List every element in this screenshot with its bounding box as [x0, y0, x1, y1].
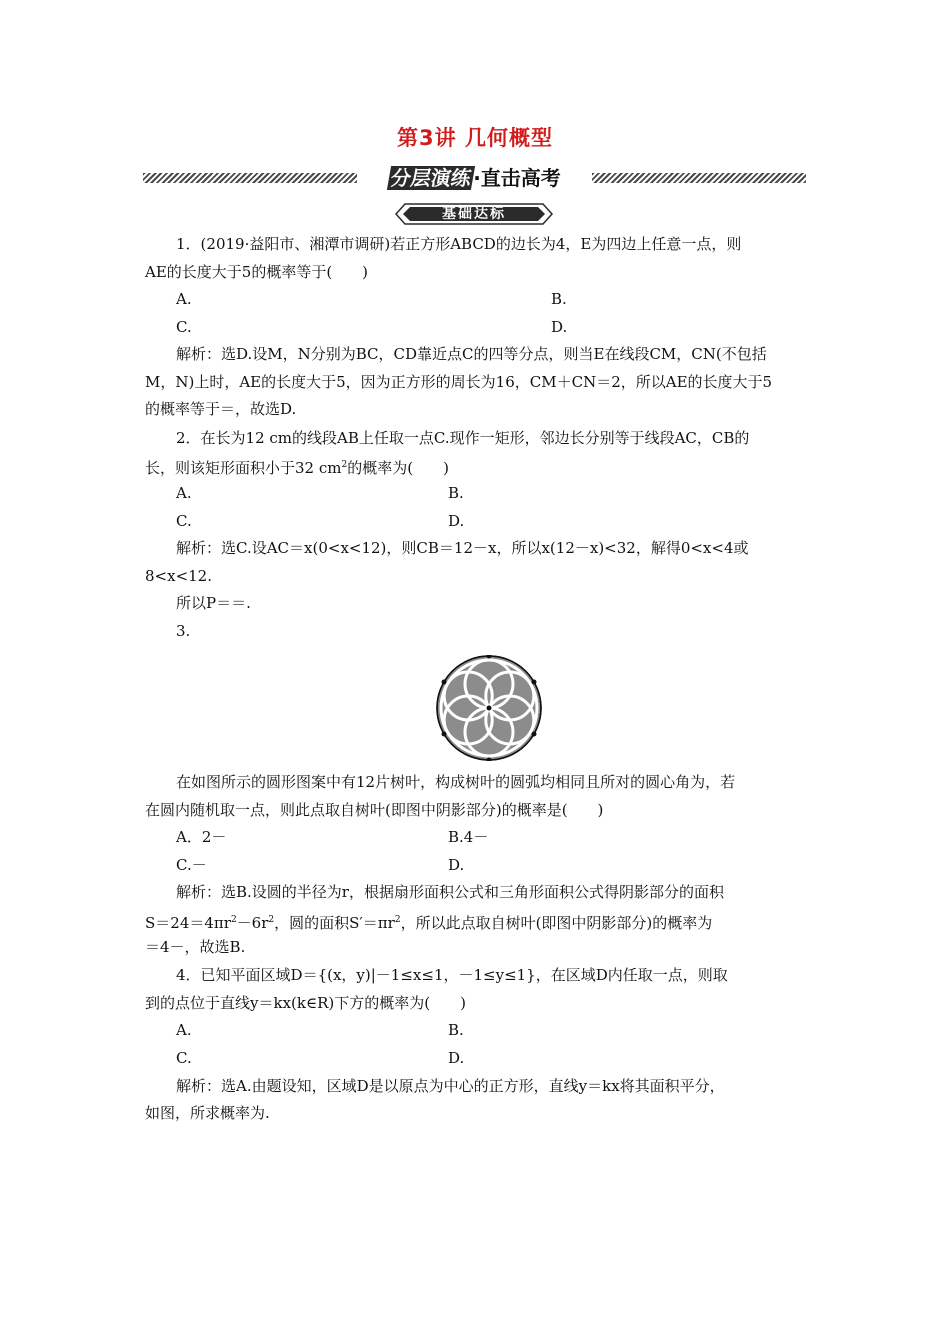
q3-sol2-a: S＝24＝4πr	[145, 914, 231, 932]
q3-option-c: C.－	[176, 856, 207, 874]
section-tag-label: 基础达标	[442, 206, 506, 222]
banner-sep: ·	[473, 166, 481, 190]
banner-title	[355, 166, 595, 190]
q3-option-b: B.4－	[448, 828, 489, 846]
q4-option-d: D.	[448, 1049, 465, 1067]
q1-solution-line1: 解析：选D.设M，N分别为BC，CD靠近点C的四等分点，则当E在线段CM，CN(不包括	[176, 345, 767, 363]
banner-part2: 直击高考	[480, 166, 561, 190]
q2-solution-line1: 解析：选C.设AC＝x(0<x<12)，则CB＝12－x，所以x(12－x)<32，解得0<x<4或	[176, 539, 749, 557]
q3-sol2-sup3: 2	[394, 915, 401, 925]
q2-line2	[145, 455, 449, 478]
q3-option-a: A．2－	[176, 828, 227, 846]
q3-sol2-c: ，圆的面积S′＝πr	[274, 914, 395, 932]
q3-sol2-sup1: 2	[230, 915, 237, 925]
q4-solution-line2: 如图，所求概率为.	[145, 1104, 270, 1122]
q4-option-a: A.	[176, 1021, 192, 1039]
q4-solution-line1: 解析：选A.由题设知，区域D是以原点为中心的正方形，直线y＝kx将其面积平分，	[176, 1077, 725, 1095]
banner-stripe-left	[143, 173, 357, 183]
q1-option-a: A.	[176, 290, 192, 308]
q2-line2-a: 长，则该矩形面积小于32 cm	[145, 459, 342, 477]
q2-line1: 2．在长为12 cm的线段AB上任取一点C.现作一矩形，邻边长分别等于线段AC，CB的	[176, 429, 750, 447]
q4-option-c: C.	[176, 1049, 192, 1067]
q2-solution-line3: 所以P＝＝.	[176, 594, 251, 612]
q4-option-b: B.	[448, 1021, 464, 1039]
banner-stripe-right	[592, 173, 806, 183]
q2-option-a: A.	[176, 484, 192, 502]
section-banner	[143, 166, 806, 190]
section-tag	[395, 203, 553, 225]
q1-solution-line3: 的概率等于＝，故选D.	[145, 400, 297, 418]
q1-solution-line2: M，N)上时，AE的长度大于5，因为正方形的周长为16，CM＋CN＝2，所以AE的长度大于5	[145, 373, 773, 391]
q1-option-d: D.	[551, 318, 568, 336]
q3-sol2-sup2: 2	[268, 915, 275, 925]
page-title: 第3讲 几何概型	[397, 126, 553, 150]
q4-line1: 4．已知平面区域D＝{(x，y)|－1≤x≤1，－1≤y≤1}，在区域D内任取一点，则取	[176, 966, 728, 984]
banner-part1: 分层演练	[389, 166, 474, 190]
q3-option-d: D.	[448, 856, 465, 874]
q3-line2: 在圆内随机取一点，则此点取自树叶(即图中阴影部分)的概率是( )	[145, 801, 604, 819]
q4-line2: 到的点位于直线y＝kx(k∈R)下方的概率为( )	[145, 994, 466, 1012]
q2-option-c: C.	[176, 512, 192, 530]
q2-option-d: D.	[448, 512, 465, 530]
q2-option-b: B.	[448, 484, 464, 502]
q3-solution-line1: 解析：选B.设圆的半径为r，根据扇形面积公式和三角形面积公式得阴影部分的面积	[176, 883, 724, 901]
q2-line2-sup: 2	[341, 460, 348, 470]
q3-solution-line3: ＝4－，故选B.	[145, 938, 246, 956]
q3-sol2-b: －6r	[236, 914, 269, 932]
q3-sol2-d: ，所以此点取自树叶(即图中阴影部分)的概率为	[400, 914, 713, 932]
q3-solution-line2	[145, 910, 712, 933]
q1-option-b: B.	[551, 290, 567, 308]
flower-figure	[436, 655, 542, 761]
q1-option-c: C.	[176, 318, 192, 336]
q3-line1: 在如图所示的圆形图案中有12片树叶，构成树叶的圆弧均相同且所对的圆心角为，若	[176, 773, 736, 791]
q2-line2-b: 的概率为( )	[347, 459, 449, 477]
q3-number: 3.	[176, 622, 191, 640]
q1-line2: AE的长度大于5的概率等于( )	[145, 263, 369, 281]
q2-solution-line2: 8<x<12.	[145, 567, 212, 585]
q1-line1: 1．(2019·益阳市、湘潭市调研)若正方形ABCD的边长为4，E为四边上任意一点，则	[176, 235, 742, 253]
